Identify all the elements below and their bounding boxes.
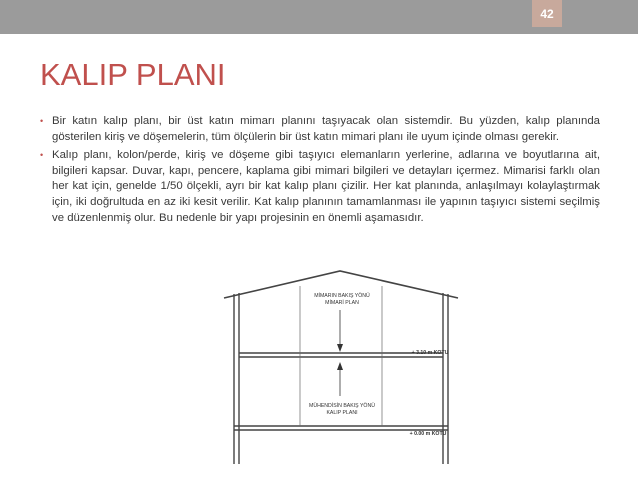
bullet-text: Bir katın kalıp planı, bir üst katın mimarı planını taşıyacak olan sistemdir. Bu yüzden, kalıp planında gösterilen kiriş ve döşemelerin, tüm ölçülerin bir üst katın mimari planı ile uyum içinde olması gerekir. (52, 115, 600, 143)
bullet-dot-icon: • (40, 116, 44, 126)
engineer-view-label: MÜHENDİSİN BAKIŞ YÖNÜ (309, 403, 375, 409)
bullet-item (40, 114, 600, 145)
bullet-dot-icon: • (40, 150, 44, 161)
ground-level-label: + 0.00 m KOTU (409, 431, 447, 437)
bullet-item (40, 148, 600, 226)
architect-view-label: MİMARIN BAKIŞ YÖNÜ (314, 293, 370, 299)
engineer-arrow-icon (337, 362, 343, 370)
building-section-diagram (222, 268, 462, 468)
slide-title: KALIP PLANI (40, 57, 226, 92)
bullet-text: Kalıp planı, kolon/perde, kiriş ve döşeme gibi taşıyıcı elemanların yerlerine, adlarına ve boyutlarına ait, bilgileri kapsar. Duvar, kapı, pencere, kaplama gibi mimari bilgileri ve detayları içermez. Mimarisi farklı olan her kat için, genelde 1/50 ölçekli, ayrı bir kat kalıp planı çizilir. Her kat planında, anlaşılmayı kolaylaştırmak için, iki doğrultuda en az iki kesit verilir. Kat kalıp planının tamamlanması ile yapının taşıyıcı sistemi seçilmiş ve düzenlenmiş olur. Bu nedenle bir yapı projesinin en önemli aşamasıdır. (52, 149, 600, 224)
bullet-list (40, 114, 600, 229)
engineer-plan-label: KALIP PLANI (326, 410, 358, 416)
architect-arrow-icon (337, 344, 343, 352)
architect-plan-label: MİMARİ PLAN (325, 300, 359, 306)
upper-level-label: + 3.10 m KOTU (411, 350, 449, 356)
page-number-badge: 42 (532, 0, 562, 27)
